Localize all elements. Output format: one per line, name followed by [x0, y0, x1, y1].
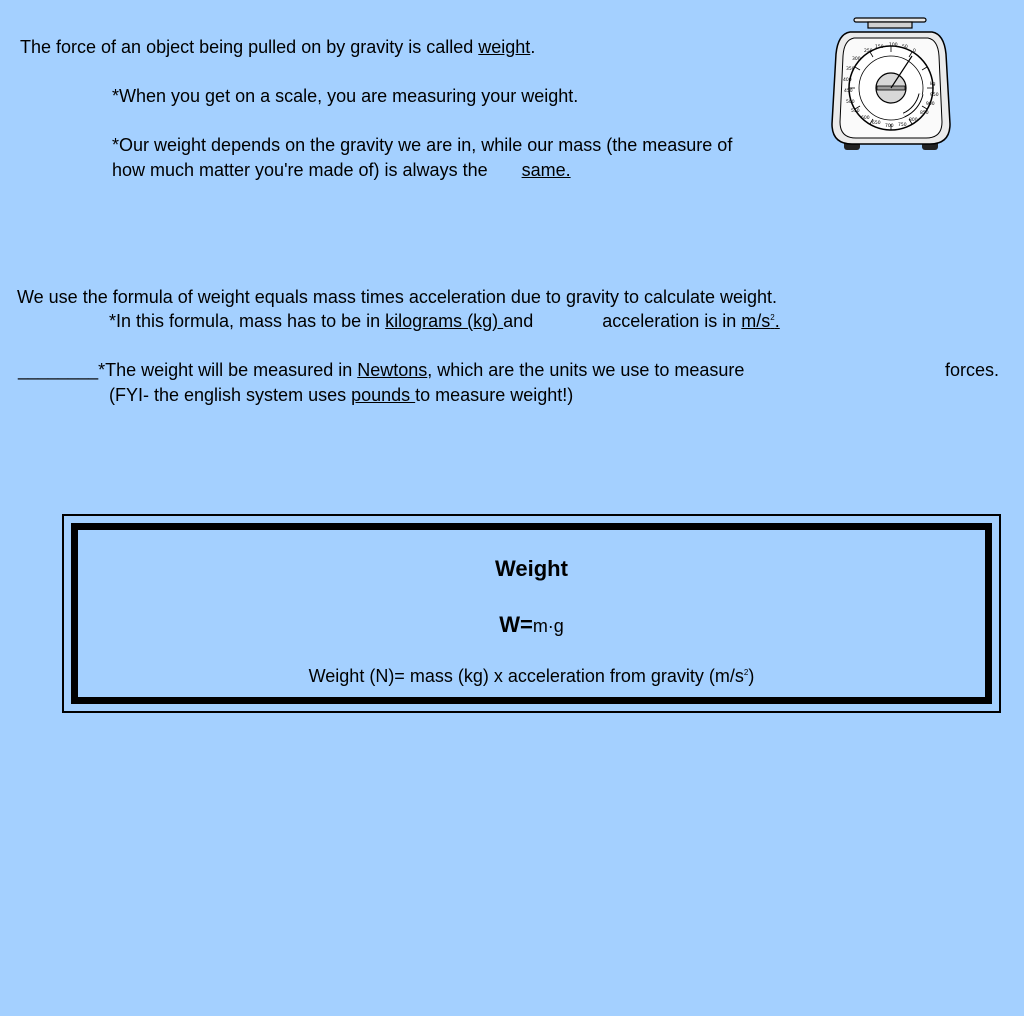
period: . — [774, 311, 780, 331]
answer-weight: weight — [478, 37, 531, 57]
dial-label: 100 — [889, 43, 898, 48]
unit-m-s: m/s — [741, 311, 771, 331]
dial-label: kg — [930, 82, 936, 87]
dial-label: 50 — [902, 45, 908, 50]
dial-label: 350 — [846, 67, 855, 72]
dial-label: 300 — [852, 57, 861, 62]
dial-label: 850 — [920, 111, 929, 116]
answer-meters-per-second-squared — [741, 311, 779, 331]
answer-kilograms: kilograms (kg) — [385, 311, 504, 331]
weight-formula — [78, 612, 985, 638]
formula-title: Weight — [495, 556, 568, 581]
formula-rhs: m·g — [532, 616, 564, 636]
answer-same: same. — [521, 160, 571, 180]
exponent: 2 — [770, 313, 775, 322]
dial-label: 750 — [898, 123, 907, 128]
formula-box — [62, 514, 1001, 713]
definition-line — [20, 36, 535, 58]
dial-label: 700 — [885, 124, 894, 129]
acceleration-text: acceleration is in — [602, 311, 742, 331]
formula-box-inner — [71, 523, 992, 704]
formula-description — [78, 666, 985, 687]
gravity-note-line2 — [112, 159, 571, 181]
newtons-text: *The weight will be measured in — [98, 360, 358, 380]
and-text: and — [503, 311, 534, 331]
dial-label: 450 — [844, 89, 853, 94]
answer-pounds: pounds — [351, 385, 416, 405]
dial-label: 800 — [909, 118, 918, 123]
newtons-rest: , which are the units we use to measure — [427, 360, 745, 380]
units-text: *In this formula, mass has to be in — [109, 311, 386, 331]
fyi-rest: to measure weight!) — [415, 385, 574, 405]
closing-paren: ) — [748, 666, 755, 686]
fyi-line — [109, 384, 573, 406]
gravity-note-line1: *Our weight depends on the gravity we are in, while our mass (the measure of — [112, 135, 733, 155]
dial-label: 0 — [913, 49, 916, 54]
dial-label: 550 — [851, 109, 860, 114]
blank-line: ________ — [18, 360, 99, 380]
dial-label: 400 — [843, 78, 852, 83]
formula-desc-text: Weight (N)= mass (kg) x acceleration from gravity (m/s — [308, 666, 744, 686]
answer-newtons: Newtons — [357, 360, 428, 380]
exponent: 2 — [743, 668, 749, 677]
dial-label: 500 — [846, 100, 855, 105]
formula-lhs: W= — [499, 612, 533, 637]
dial-label: 900 — [926, 102, 935, 107]
dial-label: 150 — [875, 45, 884, 50]
newtons-line — [18, 359, 999, 381]
definition-text: The force of an object being pulled on by gravity is called — [20, 37, 479, 57]
answer-forces: forces. — [944, 360, 999, 380]
gravity-note-text: how much matter you're made of) is always the — [112, 160, 488, 180]
dial-label: 600 — [861, 116, 870, 121]
formula-intro: We use the formula of weight equals mass times acceleration due to gravity to calculate weight. — [17, 287, 778, 307]
scale-note: *When you get on a scale, you are measuring your weight. — [112, 86, 579, 106]
dial-label: 950 — [930, 93, 939, 98]
kitchen-scale-illustration — [826, 14, 956, 154]
dial-label: 250 — [864, 49, 873, 54]
dial-label: 650 — [872, 121, 881, 126]
period: . — [530, 37, 536, 57]
fyi-text: (FYI- the english system uses — [109, 385, 352, 405]
units-line — [109, 310, 780, 332]
